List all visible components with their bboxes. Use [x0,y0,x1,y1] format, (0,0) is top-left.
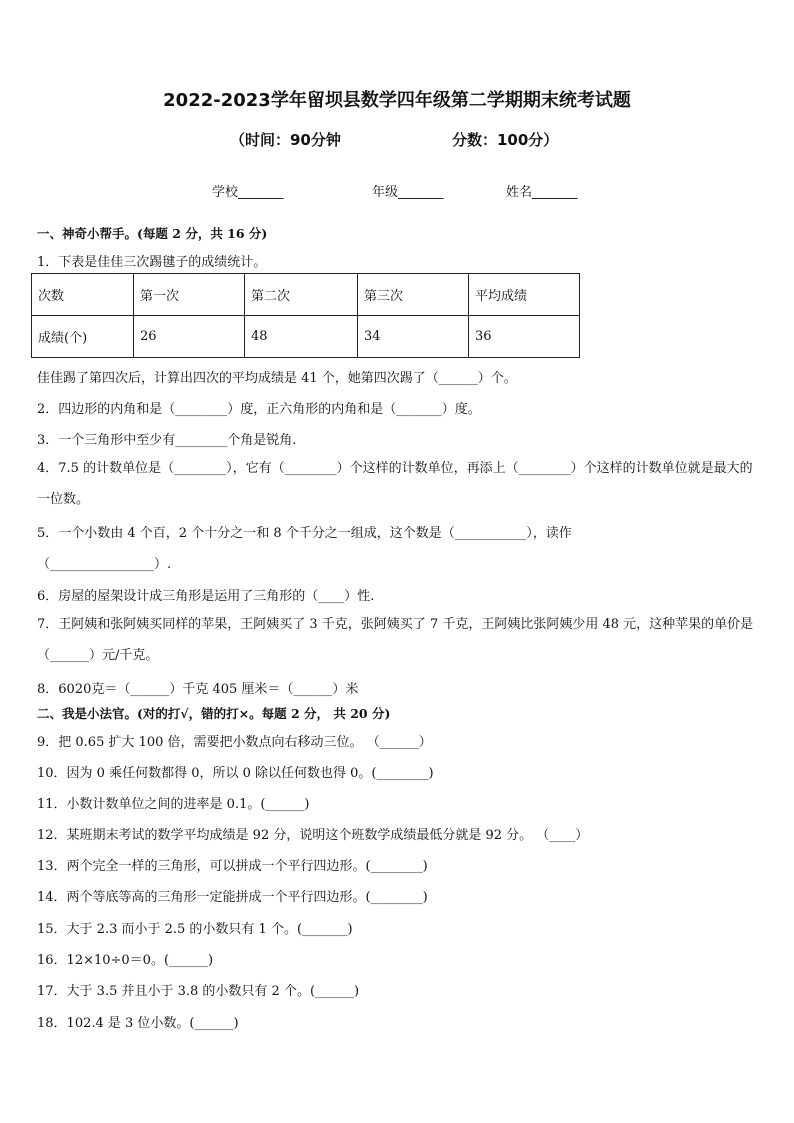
question-2: 2．四边形的内角和是（________）度，正六角形的内角和是（_______）度。 [37,402,481,417]
section-1-heading: 一、神奇小帮手。(每题 2 分，共 16 分) [37,226,268,241]
exam-title: 2022-2023学年留坝县数学四年级第二学期期末统考试题 [163,90,631,111]
table-cell: 第二次 [245,274,358,316]
question-5-reading: （________________）. [37,557,172,572]
table-cell: 48 [245,316,358,358]
question-1-text: 佳佳踢了第四次后，计算出四次的平均成绩是 41 个，她第四次踢了（______）个。 [37,371,517,386]
table-cell: 36 [469,316,580,358]
judge-item: 9．把 0.65 扩大 100 倍，需要把小数点向右移动三位。 （______） [37,735,432,750]
name-field: 姓名_______ [506,185,578,200]
judge-item: 12．某班期末考试的数学平均成绩是 92 分，说明这个班数学成绩最低分就是 92 分。 （____） [37,828,589,843]
score-table [31,273,580,358]
table-cell: 26 [134,316,245,358]
table-cell: 平均成绩 [469,274,580,316]
judge-item: 13．两个完全一样的三角形，可以拼成一个平行四边形。(________) [37,859,428,874]
question-3: 3．一个三角形中至少有________个角是锐角. [37,433,297,448]
grade-field: 年级_______ [372,185,444,200]
judge-item: 17．大于 3.5 并且小于 3.8 的小数只有 2 个。(______) [37,984,360,999]
judge-item: 14．两个等底等高的三角形一定能拼成一个平行四边形。(________) [37,890,428,905]
question-6: 6．房屋的屋架设计成三角形是运用了三角形的（____）性. [37,589,375,604]
school-field: 学校_______ [212,185,284,200]
judge-item: 18．102.4 是 3 位小数。(______) [37,1016,239,1031]
question-7: 7．王阿姨和张阿姨买同样的苹果，王阿姨买了 3 千克，张阿姨买了 7 千克，王阿姨比张阿姨少用 48 元，这种苹果的单价是（______）元/千克。 [37,617,754,663]
table-cell: 34 [358,316,469,358]
question-5: 5．一个小数由 4 个百，2 个十分之一和 8 个千分之一组成，这个数是（___________），读作 [37,526,572,541]
table-row [32,316,580,358]
question-1: 1．下表是佳佳三次踢毽子的成绩统计。 [37,255,267,270]
exam-score: 分数：100分） [452,131,559,149]
table-cell: 第三次 [358,274,469,316]
table-cell: 次数 [32,274,134,316]
section-2-heading: 二、我是小法官。(对的打√，错的打×。每题 2 分， 共 20 分) [37,706,391,721]
judge-item: 11．小数计数单位之间的进率是 0.1。(______) [37,797,310,812]
question-4: 4．7.5 的计数单位是（________），它有（________）个这样的计数单位，再添上（________）个这样的计数单位就是最大的一位数。 [37,461,753,507]
exam-time: （时间：90分钟 [230,131,341,149]
judge-item: 10．因为 0 乘任何数都得 0，所以 0 除以任何数也得 0。(________) [37,766,434,781]
judge-item: 16．12×10÷0＝0。(______) [37,953,214,968]
table-row [32,274,580,316]
table-cell: 第一次 [134,274,245,316]
question-8: 8．6020克＝（______）千克 405 厘米＝（______）米 [37,682,359,697]
judge-item: 15．大于 2.3 而小于 2.5 的小数只有 1 个。(_______) [37,922,353,937]
table-cell: 成绩(个) [32,316,134,358]
